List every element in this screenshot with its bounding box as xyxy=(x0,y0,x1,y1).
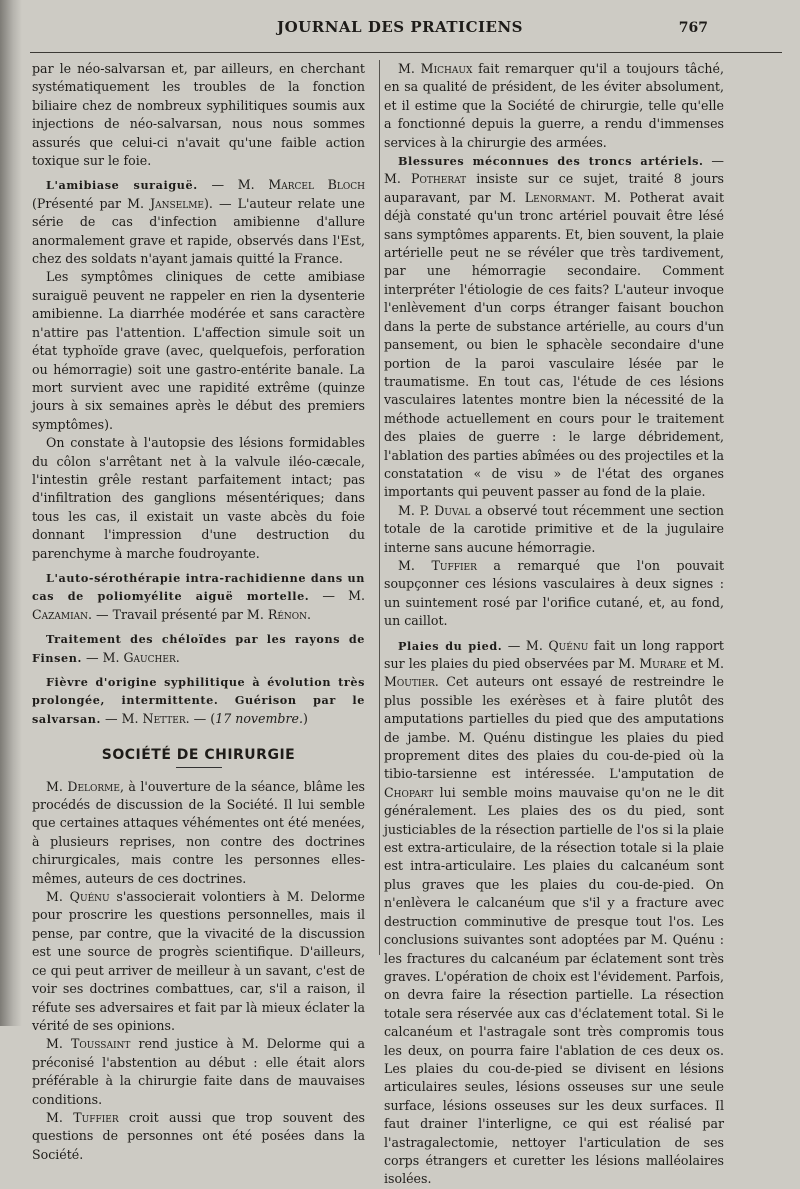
article-blessures xyxy=(384,152,724,502)
article-cheloides xyxy=(32,630,365,667)
paragraph xyxy=(32,778,365,888)
text: . Cet auteurs ont essayé de restreindre le plus possible les exérèses et à faire plutôt des amputations partielles du pied que des amputations de jambe. M. Quénu distingue les plaies du pied proprement dites des plaies du cou-de-pied où la tibio-tarsienne est intéressée. L'amputation de xyxy=(384,674,724,782)
author-name: Gaucher xyxy=(123,649,176,665)
text: a remarqué que l'on pouvait soupçonner ces lésions vasculaires à deux signes : un suintement rosé par l'orifice cutané, et, au fond, un caillot. xyxy=(384,557,725,629)
session-date: 17 novembre. xyxy=(215,710,303,726)
text: fait remarquer qu'il a toujours tâché, en sa qualité de président, de les éviter absolument, et il estime que la Société de chirurgie, telle qu'elle a fonctionné depuis la guerre, a rendu d'immenses services à la chirurgie des armées. xyxy=(384,61,725,150)
text: M. xyxy=(398,61,421,76)
column-divider xyxy=(379,60,380,955)
text: — M. xyxy=(309,588,365,604)
speaker-name: Michaux xyxy=(420,61,473,76)
text: . M. Potherat avait déjà constaté qu'un tronc artériel pouvait être lésé sans symptômes apparents. Et, bien souvent, la plaie artérielle peut ne se révéler que très tardivement, par une hémorragie secondaire. Comment interpréter l'étiologie de ces faits? L'auteur invoque l'enlèvement d'un corps étranger faisant bouchon dans la perte de substance artérielle, au cours d'un pansement, ou bien le sphacèle secondaire d'une portion de la paroi vasculaire lésée par le traumatisme. En tout cas, l'étude de ces lésions vasculaires latentes montre bien la nécessité de la méthode actuellement en cours pour le traitement des plaies de guerre : le large débridement, l'ablation des parties abîmées ou des projectiles et la constatation « de visu » de l'état des organes importants qui peuvent passer au fond de la plaie. xyxy=(384,189,724,500)
text: fait un long rapport sur les plaies du pied observées par M. xyxy=(384,637,724,671)
article-auto-serotherapie xyxy=(32,569,365,624)
journal-title: JOURNAL DES PRATICIENS xyxy=(277,18,523,36)
author-name: Murare xyxy=(639,656,687,671)
article-title: Plaies du pied. xyxy=(398,638,503,653)
article-title: Fièvre d'origine syphilitique à évolution très prolongée, intermittente. Guérison par le salvarsan. xyxy=(32,675,365,726)
author-name: Quénu xyxy=(548,637,589,653)
speaker-name: Tuffier xyxy=(73,1109,119,1125)
speaker-name: Quénu xyxy=(69,889,110,905)
page-header xyxy=(0,18,800,40)
author-name: Cazamian xyxy=(32,606,89,622)
speaker-name: Tuffier xyxy=(431,557,477,573)
text: M. xyxy=(398,557,432,573)
right-column xyxy=(384,60,724,1189)
text: M. xyxy=(46,1109,74,1125)
paragraph xyxy=(32,1035,365,1109)
presenter-name: Rénon xyxy=(267,606,308,622)
text: (Présenté par M. xyxy=(32,195,151,211)
section-rule xyxy=(176,767,222,768)
page-number: 767 xyxy=(678,20,708,36)
paragraph: Les symptômes cliniques de cette amibiase suraiguë peuvent ne rappeler en rien la dysenterie amibienne. La diarrhée modérée et sans caractère n'attire pas l'attention. L'affection simule soit un état typhoïde grave (avec, quelquefois, perforation ou hémorragie) soit une gastro-entérite banale. La mort survient avec une rapidité extrême (quinze jours à six semaines après le début des premiers symptômes). xyxy=(32,269,365,432)
paragraph xyxy=(384,502,724,557)
text: s'associerait volontiers à M. Delorme pour proscrire les questions personnelles, mais il pense, par contre, que la vivacité de la discussion est une source de progrès scientifique. D'ailleurs, ce qui peut arriver de meilleur à un savant, c'est de voir ses doctrines combattues, car, s'il a raison, il réfute ses adversaires et fait par là mieux éclater la vérité de ses opinions. xyxy=(32,889,365,1033)
article-title: Traitement des chéloïdes par les rayons de Finsen. xyxy=(32,632,365,665)
reference-name: Lenormant xyxy=(524,189,592,205)
paragraph xyxy=(32,888,365,1035)
text: . xyxy=(175,649,180,665)
article-title: L'auto-sérothérapie intra-rachidienne dans un cas de poliomyélite aiguë mortelle. xyxy=(32,570,365,604)
author-name: Netter xyxy=(142,710,186,726)
text: rend justice à M. Delorme qui a préconisé l'abstention au début : elle était alors préférable à la chirurgie faite dans de mauvaises conditions. xyxy=(32,1036,366,1107)
author-name: Potherat xyxy=(411,171,467,187)
article-title: Blessures méconnues des troncs artériels. xyxy=(398,154,704,169)
paragraph xyxy=(384,60,724,152)
article-amibiase xyxy=(32,176,365,268)
speaker-name: Toussaint xyxy=(70,1036,131,1052)
text: croit aussi que trop souvent des questions de personnes ont été posées dans la Société. xyxy=(32,1109,366,1162)
article-title: L'amibiase suraiguë. xyxy=(46,178,198,193)
text: . xyxy=(307,606,312,622)
text: . — Travail présenté par M. xyxy=(88,606,268,622)
text: M. P. xyxy=(398,502,435,518)
text: — M. xyxy=(101,710,143,726)
section-title: SOCIÉTÉ DE CHIRURGIE xyxy=(101,747,296,764)
presenter-name: Janselme xyxy=(150,195,204,211)
paragraph xyxy=(32,1109,365,1164)
text: — M. xyxy=(502,637,549,653)
text: M. xyxy=(46,889,70,905)
page-binding-edge xyxy=(0,0,22,1026)
text: ). — L'auteur relate une série de cas d'infection amibienne d'allure anormalement grave et rapide, observés dans l'Est, chez des soldats n'ayant jamais quitté la France. xyxy=(32,195,365,267)
speaker-name: Delorme xyxy=(67,778,120,794)
author-name: Moutier xyxy=(384,674,435,690)
text: M. xyxy=(46,778,68,794)
text: lui semble moins mauvaise qu'on ne le dit généralement. Les plaies des os du pied, sont justiciables de la résection partielle de l'os si la plaie est extra-articulaire, de la résection totale si la plaie est intra-articulaire. Les plaies du calcanéum sont plus graves que les plaies du cou-de-pied. On n'enlèvera le calcanéum que s'il y a fracture avec destruction comminutive de presque tout l'os. Les conclusions suivantes sont adoptées par M. Quénu : les fractures du calcanéum par éclatement sont très graves. L'opération de choix est l'évidement. Parfois, on devra faire la résection partielle. La résection totale sera réservée aux cas d'éclatement total. Si le calcanéum et l'astragale sont très compromis tous les deux, on pourra faire l'ablation de ces deux os. Les plaies du cou-de-pied se divisent en lésions articulaires seules, lésions osseuses sur une seule surface, lésions osseuses sur les deux surfaces. Il faut drainer l'interligne, ce qui est réalisé par l'astragalectomie, nettoyer l'articulation de ses corps étrangers et curetter les lésions malléolaires isolées. xyxy=(384,784,724,1187)
text: et M. xyxy=(686,656,724,671)
text: — M. xyxy=(197,177,269,193)
text: — M. xyxy=(384,153,724,187)
article-fievre xyxy=(32,673,365,728)
text: M. xyxy=(46,1036,71,1052)
text: ) xyxy=(302,710,308,726)
reference-name: Chopart xyxy=(384,784,434,800)
speaker-name: Duval xyxy=(434,502,471,518)
left-column xyxy=(32,60,365,1164)
text: , à l'ouverture de la séance, blâme les procédés de discussion de la Société. Il lui semble que certaines attaques véhémentes ont été menées, à plusieurs reprises, non contre des doctrines chirurgicales, mais contre les personnes elles-mêmes, auteurs de ces doctrines. xyxy=(32,778,365,886)
text: — M. xyxy=(81,649,124,665)
article-plaies-du-pied xyxy=(384,637,724,1189)
text: . — ( xyxy=(185,710,216,726)
paragraph: On constate à l'autopsie des lésions formidables du côlon s'arrêtant net à la valvule iléo-cæcale, l'intestin grêle restant parfaitement intact; pas d'infiltration des ganglions mésentériques; dans tous les cas, il existait un vaste abcès du foie donnant l'impression d'une destruction du parenchyme à marche foudroyante. xyxy=(32,435,365,561)
author-name: Marcel Bloch xyxy=(268,177,365,193)
text: a observé tout récemment une section totale de la carotide primitive et de la jugulaire interne sans aucune hémorragie. xyxy=(384,502,724,555)
paragraph: par le néo-salvarsan et, par ailleurs, en cherchant systématiquement les troubles de la fonction biliaire chez de nombreux syphilitiques soumis aux injections de néo-salvarsan, nous nous sommes assurés que celui-ci n'avait qu'une faible action toxique sur le foie. xyxy=(32,61,365,169)
text: insiste sur ce sujet, traité 8 jours auparavant, par M. xyxy=(384,171,725,205)
paragraph xyxy=(384,557,724,631)
header-rule xyxy=(30,52,782,53)
